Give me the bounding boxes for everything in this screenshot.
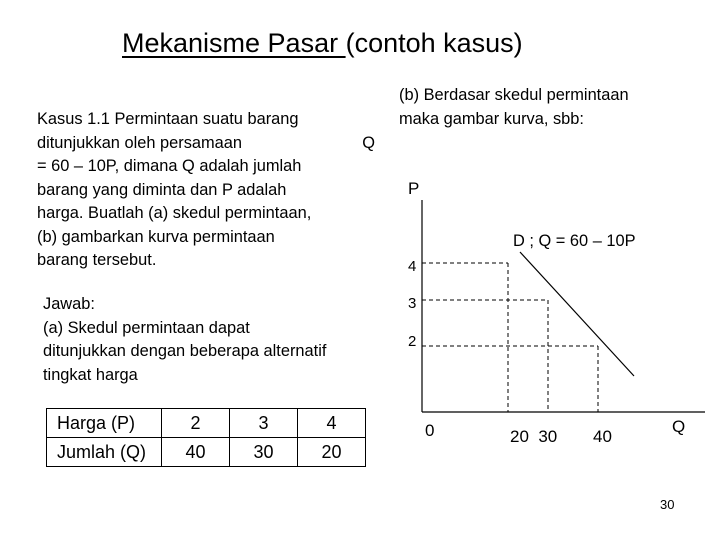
quantity-cell: 40: [162, 438, 230, 467]
page-title-rest: (contoh kasus): [345, 28, 523, 58]
problem-line: Q: [362, 133, 375, 152]
problem-line: barang tersebut.: [37, 251, 157, 269]
answer-line: tingkat harga: [43, 365, 138, 384]
problem-line: barang yang diminta dan P adalah: [37, 180, 287, 199]
y-tick-label: 4: [408, 258, 417, 275]
price-header-cell: Harga (P): [47, 409, 162, 438]
problem-line: = 60 – 10P, dimana Q adalah jumlah: [37, 157, 302, 175]
answer-text: [43, 293, 383, 387]
x-tick-label: 20 30: [510, 427, 558, 446]
table-row-quantity: [47, 438, 366, 467]
x-tick-label: 40: [593, 427, 612, 446]
demand-curve-chart: [380, 160, 710, 450]
answer-line: Jawab:: [43, 295, 95, 313]
demand-schedule-table: [46, 408, 366, 467]
problem-line-split: [37, 132, 375, 156]
origin-label: 0: [425, 421, 435, 440]
y-tick-label: 3: [408, 295, 417, 312]
problem-line: (b) gambarkan kurva permintaan: [37, 227, 275, 246]
graph-intro-text: [399, 84, 689, 131]
x-axis-label: Q: [672, 417, 686, 436]
price-cell: 3: [230, 409, 298, 438]
demand-equation-label: D ; Q = 60 – 10P: [513, 232, 636, 250]
page-number: 30: [660, 497, 675, 512]
graph-intro-line: maka gambar kurva, sbb:: [399, 109, 584, 128]
quantity-header-cell: Jumlah (Q): [47, 438, 162, 467]
page-title: [122, 28, 523, 59]
table-row-price: [47, 409, 366, 438]
problem-statement: [37, 108, 375, 273]
y-axis-label: P: [408, 179, 420, 198]
guide-lines: [422, 263, 598, 412]
answer-line: (a) Skedul permintaan dapat: [43, 318, 250, 337]
quantity-cell: 20: [298, 438, 366, 467]
price-cell: 2: [162, 409, 230, 438]
answer-line: ditunjukkan dengan beberapa alternatif: [43, 342, 327, 360]
problem-line: Kasus 1.1 Permintaan suatu barang: [37, 110, 299, 128]
y-tick-label: 2: [408, 333, 417, 350]
demand-curve-line: [520, 252, 634, 376]
price-cell: 4: [298, 409, 366, 438]
problem-line: ditunjukkan oleh persamaan: [37, 133, 243, 152]
page-title-underlined: Mekanisme Pasar: [122, 28, 346, 58]
problem-line: harga. Buatlah (a) skedul permintaan,: [37, 204, 312, 222]
graph-intro-line: (b) Berdasar skedul permintaan: [399, 86, 629, 104]
quantity-cell: 30: [230, 438, 298, 467]
